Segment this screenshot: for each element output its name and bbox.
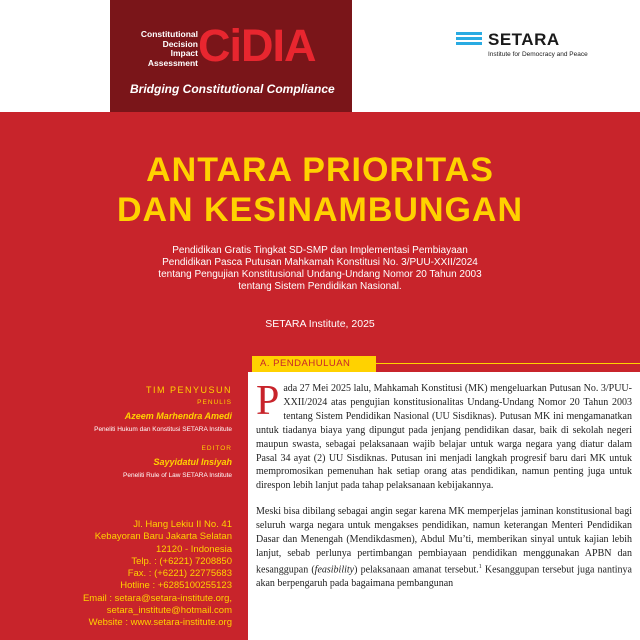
logo-tagline: Bridging Constitutional Compliance [130, 82, 335, 96]
org-tagline: Institute for Democracy and Peace [488, 51, 588, 58]
setara-bars-icon [456, 32, 482, 48]
writer-name: Azeem Marhendra Amedi [124, 411, 232, 421]
drop-cap: P [256, 378, 280, 424]
document-subtitle: Pendidikan Gratis Tingkat SD-SMP dan Implementasi Pembiayaan Pendidikan Pasca Putusan Mahkamah Konstitusi No. 3/PUU-XXII/2024 tentang Pengujian Konstitusional Undang-Undang Nomor 20 Tahun 2003 tentang Sistem Pendidikan Nasional. [158, 245, 482, 292]
contact-info: Jl. Hang Lekiu II No. 41 Kebayoran Baru Jakarta Selatan 12120 - Indonesia Telp. : (+6221) 7208850 Fax. : (+6221) 22775683 Hotline : +6285100255123 Email : setara@setara-institute.org, setara_institute@hotmail.com Website : www.setara-institute.org [0, 519, 232, 630]
section-divider [376, 363, 640, 364]
logo-small-text: Constitutional Decision Impact Assessment [140, 29, 198, 68]
org-name: SETARA [488, 30, 560, 49]
publisher-year: SETARA Institute, 2025 [265, 318, 375, 330]
team-heading: TIM PENYUSUN [145, 385, 232, 395]
header-bar [0, 0, 640, 112]
section-tag [252, 356, 376, 372]
website-link[interactable]: Website : www.setara-institute.org [88, 617, 232, 629]
cidia-logo [110, 0, 352, 112]
editor-name: Sayyidatul Insiyah [153, 457, 232, 467]
editor-role: Peneliti Rule of Law SETARA Institute [123, 472, 232, 479]
email-link[interactable]: Email : setara@setara-institute.org, [82, 592, 232, 604]
email-link-alt[interactable]: setara_institute@hotmail.com [106, 605, 232, 617]
body-text [256, 378, 632, 591]
document-title: ANTARA PRIORITAS DAN KESINAMBUNGAN [116, 151, 524, 229]
logo-name: CiDIA [198, 20, 316, 71]
editor-label: EDITOR [201, 445, 232, 452]
paragraph-2: Meski bisa dibilang sebagai angin segar karena MK memperjelas jaminan konstitusional bagi seluruh warga negara untuk mengakses pendidikan, namun keterangan Menteri Pendidikan Dasar dan Menengah (Mendikdasmen), Abdul Mu’ti, memberikan sinyal untuk kajian lebih lanjut, sebab perlunya pertimbangan pembiayaan pendidikan menggunakan APBN dan kesanggupan (feasibility) pelaksanaan amanat tersebut.$^1$ Kesanggupan tersebut juga nantinya akan berpengaruh pada bagaimana pembangunan [256, 506, 632, 590]
writer-label: PENULIS [197, 399, 232, 406]
section-label: A. PENDAHULUAN [260, 358, 351, 369]
paragraph-1: Pada 27 Mei 2025 lalu, Mahkamah Konstitusi (MK) mengeluarkan Putusan No. 3/PUU-XXII/2024 atas pengujian konstitusionalitas Undang-Undang Nomor 20 Tahun 2003 tentang Sistem Pendidikan Nasional (UU Sisdiknas). Putusan MK ini mengamanatkan untuk tiadanya biaya yang dipungut pada jenjang pendidikan dasar, baik di sekolah negeri maupun swasta, sebagai pelaksanaan wajib belajar untuk warga negara yang diatur dalam Pasal 34 ayat (2) UU Sisdiknas. Putusan ini menjadi langkah progresif baru dari MK untuk mempromosikan pemenuhan hak setiap orang atas pendidikan, namun penting juga untuk direspon lebih lanjut pada tahap pelaksanaan kebijakannya. [256, 378, 632, 492]
footnote-ref[interactable]: 1 [478, 563, 482, 570]
writer-role: Peneliti Hukum dan Konstitusi SETARA Institute [94, 426, 232, 433]
author-sidebar [0, 385, 232, 479]
